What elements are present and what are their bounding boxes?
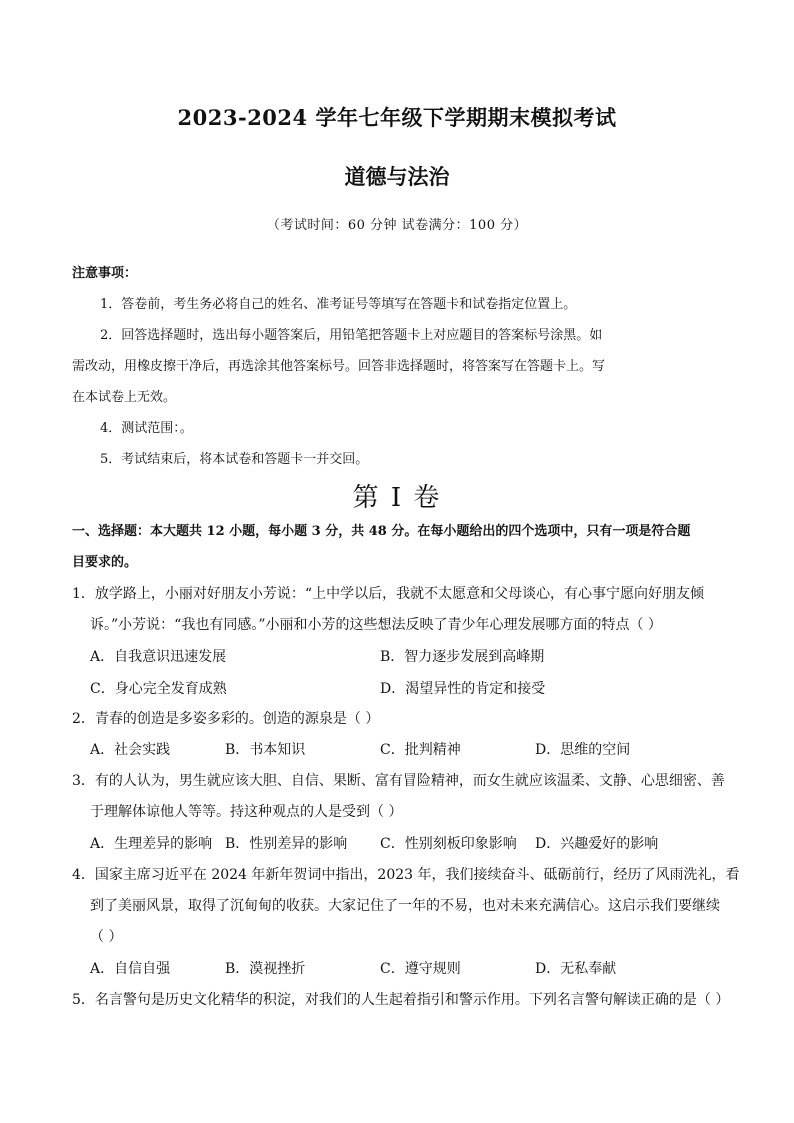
notice-heading: 注意事项： — [72, 266, 138, 281]
question-3-option-a[interactable]: A．生理差异的影响 — [90, 836, 213, 852]
notice-item-2-line-3: 在本试卷上无效。 — [72, 390, 177, 405]
question-2-line-1: 2．青春的创造是多姿多彩的。创造的源泉是（ ） — [72, 711, 380, 727]
question-2-option-c[interactable]: C．批判精神 — [380, 742, 461, 758]
question-1-line-2: 诉。”小芳说：“我也有同感。”小丽和小芳的这些想法反映了青少年心理发展哪方面的特点（ ） — [90, 617, 662, 633]
question-4-option-b[interactable]: B．漠视挫折 — [225, 961, 306, 977]
notice-item-2-line-1: 2．回答选择题时，选出每小题答案后，用铅笔把答题卡上对应题目的答案标号涂黑。如 — [100, 328, 603, 343]
question-1-line-1: 1．放学路上，小丽对好朋友小芳说：“上中学以后，我就不太愿意和父母谈心，有心事宁愿向好朋友倾 — [72, 586, 705, 602]
question-3-option-c[interactable]: C．性别刻板印象影响 — [380, 836, 517, 852]
question-4-option-d[interactable]: D．无私奉献 — [535, 961, 617, 977]
question-4-option-c[interactable]: C．遵守规则 — [380, 961, 461, 977]
question-4-line-2: 到了美丽风景，取得了沉甸甸的收获。大家记住了一年的不易，也对未来充满信心。这启示我们要继续 — [90, 898, 720, 914]
question-3-line-2: 于理解体谅他人等等。持这种观点的人是受到（ ） — [90, 804, 403, 820]
question-2-option-a[interactable]: A．社会实践 — [90, 742, 171, 758]
subject-title: 道德与法治 — [344, 164, 450, 189]
question-4-option-a[interactable]: A．自信自强 — [90, 961, 171, 977]
notice-item-4: 4．测试范围：。 — [100, 421, 193, 436]
question-2-option-b[interactable]: B．书本知识 — [225, 742, 306, 758]
section-instruction-line-1: 一、选择题：本大题共 12 小题，每小题 3 分，共 48 分。在每小题给出的四个选项中，只有一项是符合题 — [72, 524, 691, 539]
question-4-line-1: 4．国家主席习近平在 2024 年新年贺词中指出，2023 年，我们接续奋斗、砥砺前行，经历了风雨洗礼，看 — [72, 867, 740, 883]
question-2-option-d[interactable]: D．思维的空间 — [535, 742, 631, 758]
question-5-line-1: 5．名言警句是历史文化精华的积淀，对我们的人生起着指引和警示作用。下列名言警句解读正确的是（ ） — [72, 992, 730, 1008]
question-3-option-b[interactable]: B．性别差异的影响 — [225, 836, 348, 852]
question-1-option-c[interactable]: C．身心完全发育成熟 — [90, 681, 227, 697]
notice-item-1: 1．答卷前，考生务必将自己的姓名、准考证号等填写在答题卡和试卷指定位置上。 — [100, 297, 577, 312]
section-instruction-line-2: 目要求的。 — [72, 555, 138, 570]
question-1-option-a[interactable]: A．自我意识迅速发展 — [90, 649, 227, 665]
notice-item-2-line-2: 需改动，用橡皮擦干净后，再选涂其他答案标号。回答非选择题时，将答案写在答题卡上。写 — [72, 359, 606, 374]
question-4-line-3: （ ） — [90, 929, 123, 945]
question-1-option-b[interactable]: B．智力逐步发展到高峰期 — [380, 649, 545, 665]
exam-info: （考试时间：60 分钟 试卷满分：100 分） — [266, 218, 528, 233]
question-1-option-d[interactable]: D．渴望异性的肯定和接受 — [380, 681, 546, 697]
notice-item-5: 5．考试结束后，将本试卷和答题卡一并交回。 — [100, 452, 369, 467]
section-title: 第 I 卷 — [352, 483, 442, 513]
question-3-option-d[interactable]: D．兴趣爱好的影响 — [535, 836, 659, 852]
question-3-line-1: 3．有的人认为，男生就应该大胆、自信、果断、富有冒险精神，而女生就应该温柔、文静、心思细密、善 — [72, 773, 725, 789]
exam-title: 2023-2024 学年七年级下学期期末模拟考试 — [177, 105, 617, 130]
